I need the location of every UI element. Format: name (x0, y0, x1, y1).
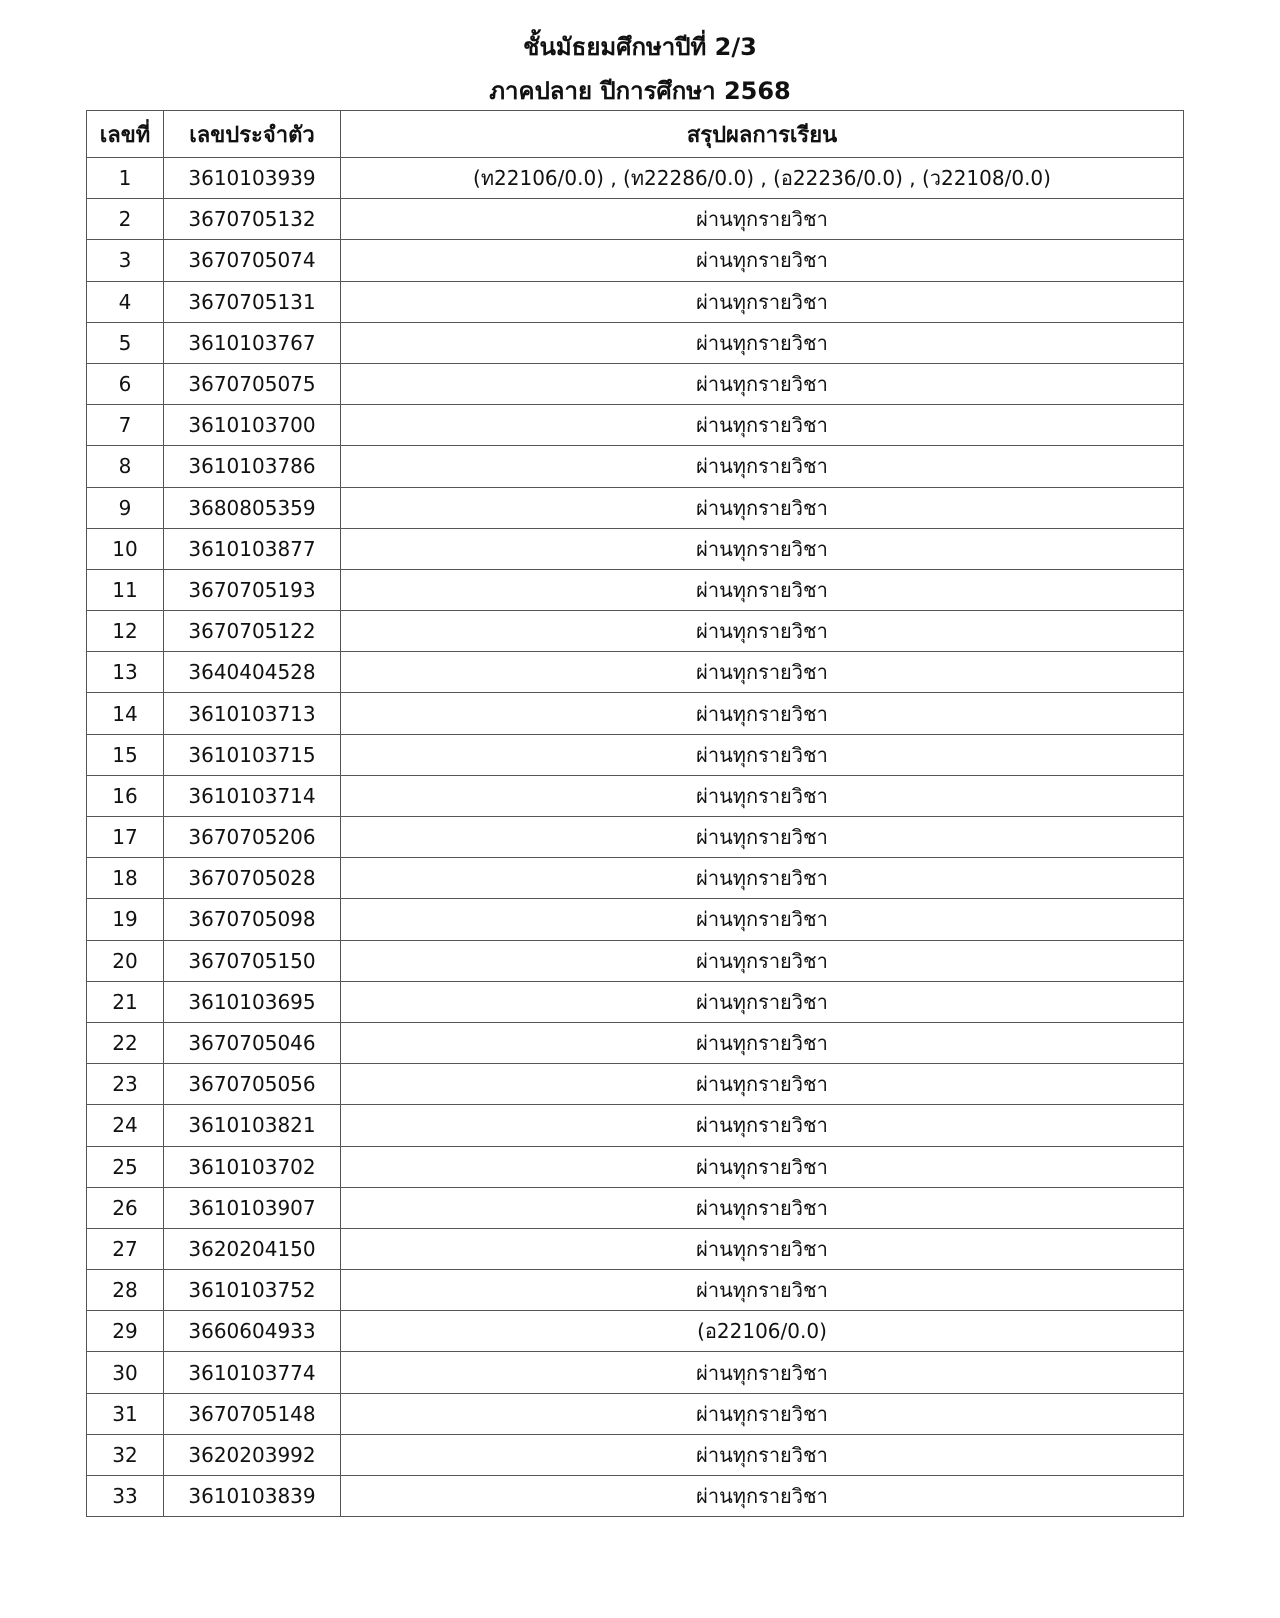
result-summary: (ท22106/0.0) , (ท22286/0.0) , (อ22236/0.0) , (ว22108/0.0) (341, 158, 1184, 199)
result-summary: ผ่านทุกรายวิชา (341, 1146, 1184, 1187)
column-header-result-summary: สรุปผลการเรียน (341, 111, 1184, 158)
row-number: 3 (87, 240, 164, 281)
student-id: 3610103695 (164, 981, 341, 1022)
student-id: 3610103939 (164, 158, 341, 199)
result-summary: ผ่านทุกรายวิชา (341, 1393, 1184, 1434)
row-number: 14 (87, 693, 164, 734)
table-row (87, 569, 1184, 610)
column-header-number: เลขที่ (87, 111, 164, 158)
row-number: 6 (87, 363, 164, 404)
result-summary: ผ่านทุกรายวิชา (341, 1105, 1184, 1146)
row-number: 22 (87, 1022, 164, 1063)
student-id: 3610103774 (164, 1352, 341, 1393)
table-row (87, 1022, 1184, 1063)
table-row (87, 693, 1184, 734)
result-summary: ผ่านทุกรายวิชา (341, 363, 1184, 404)
student-id: 3610103714 (164, 775, 341, 816)
row-number: 17 (87, 817, 164, 858)
result-summary: ผ่านทุกรายวิชา (341, 817, 1184, 858)
student-id: 3610103877 (164, 528, 341, 569)
result-summary: ผ่านทุกรายวิชา (341, 199, 1184, 240)
row-number: 13 (87, 652, 164, 693)
student-id: 3610103752 (164, 1270, 341, 1311)
row-number: 24 (87, 1105, 164, 1146)
student-id: 3610103702 (164, 1146, 341, 1187)
table-row (87, 1352, 1184, 1393)
student-id: 3680805359 (164, 487, 341, 528)
table-row (87, 487, 1184, 528)
result-summary: ผ่านทุกรายวิชา (341, 281, 1184, 322)
student-id: 3670705098 (164, 899, 341, 940)
table-row (87, 158, 1184, 199)
student-id: 3640404528 (164, 652, 341, 693)
row-number: 18 (87, 858, 164, 899)
row-number: 28 (87, 1270, 164, 1311)
row-number: 12 (87, 611, 164, 652)
table-row (87, 1146, 1184, 1187)
table-row (87, 1434, 1184, 1475)
result-summary: ผ่านทุกรายวิชา (341, 899, 1184, 940)
student-id: 3670705028 (164, 858, 341, 899)
result-summary: ผ่านทุกรายวิชา (341, 1270, 1184, 1311)
row-number: 25 (87, 1146, 164, 1187)
student-id: 3610103713 (164, 693, 341, 734)
row-number: 33 (87, 1476, 164, 1517)
student-id: 3610103839 (164, 1476, 341, 1517)
student-id: 3670705075 (164, 363, 341, 404)
table-row (87, 281, 1184, 322)
table-body (87, 158, 1184, 1517)
table-row (87, 775, 1184, 816)
student-id: 3610103700 (164, 405, 341, 446)
table-row (87, 899, 1184, 940)
result-summary: ผ่านทุกรายวิชา (341, 569, 1184, 610)
student-id: 3670705074 (164, 240, 341, 281)
table-row (87, 528, 1184, 569)
result-summary: ผ่านทุกรายวิชา (341, 446, 1184, 487)
student-id: 3670705132 (164, 199, 341, 240)
student-id: 3620204150 (164, 1228, 341, 1269)
row-number: 27 (87, 1228, 164, 1269)
row-number: 2 (87, 199, 164, 240)
row-number: 20 (87, 940, 164, 981)
table-row (87, 446, 1184, 487)
student-id: 3610103786 (164, 446, 341, 487)
result-summary: ผ่านทุกรายวิชา (341, 1434, 1184, 1475)
student-id: 3670705056 (164, 1064, 341, 1105)
result-summary: ผ่านทุกรายวิชา (341, 1228, 1184, 1269)
result-summary: ผ่านทุกรายวิชา (341, 693, 1184, 734)
table-row (87, 652, 1184, 693)
result-summary: ผ่านทุกรายวิชา (341, 981, 1184, 1022)
result-summary: ผ่านทุกรายวิชา (341, 1476, 1184, 1517)
table-row (87, 405, 1184, 446)
result-summary: ผ่านทุกรายวิชา (341, 940, 1184, 981)
result-summary: ผ่านทุกรายวิชา (341, 322, 1184, 363)
row-number: 7 (87, 405, 164, 446)
student-id: 3670705131 (164, 281, 341, 322)
student-id: 3610103821 (164, 1105, 341, 1146)
results-table (86, 110, 1184, 1517)
table-row (87, 817, 1184, 858)
student-id: 3670705206 (164, 817, 341, 858)
page-subtitle: ภาคปลาย ปีการศึกษา 2568 (489, 77, 791, 105)
table-row (87, 611, 1184, 652)
row-number: 19 (87, 899, 164, 940)
table-row (87, 940, 1184, 981)
result-summary: ผ่านทุกรายวิชา (341, 1022, 1184, 1063)
row-number: 26 (87, 1187, 164, 1228)
table-row (87, 981, 1184, 1022)
row-number: 9 (87, 487, 164, 528)
result-summary: ผ่านทุกรายวิชา (341, 611, 1184, 652)
student-id: 3670705046 (164, 1022, 341, 1063)
result-summary: ผ่านทุกรายวิชา (341, 405, 1184, 446)
table-row (87, 1105, 1184, 1146)
row-number: 31 (87, 1393, 164, 1434)
table-row (87, 734, 1184, 775)
student-id: 3670705148 (164, 1393, 341, 1434)
result-summary: ผ่านทุกรายวิชา (341, 487, 1184, 528)
table-row (87, 1064, 1184, 1105)
student-id: 3670705122 (164, 611, 341, 652)
table-row (87, 1476, 1184, 1517)
result-summary: ผ่านทุกรายวิชา (341, 775, 1184, 816)
result-summary: ผ่านทุกรายวิชา (341, 1064, 1184, 1105)
table-header-row (87, 111, 1184, 158)
table-row (87, 199, 1184, 240)
table-row (87, 240, 1184, 281)
table-row (87, 1393, 1184, 1434)
row-number: 4 (87, 281, 164, 322)
row-number: 10 (87, 528, 164, 569)
table-row (87, 363, 1184, 404)
student-id: 3610103907 (164, 1187, 341, 1228)
row-number: 1 (87, 158, 164, 199)
row-number: 23 (87, 1064, 164, 1105)
page-title: ชั้นมัธยมศึกษาปีที่ 2/3 (523, 33, 757, 61)
result-summary: ผ่านทุกรายวิชา (341, 528, 1184, 569)
row-number: 32 (87, 1434, 164, 1475)
row-number: 30 (87, 1352, 164, 1393)
result-summary: ผ่านทุกรายวิชา (341, 858, 1184, 899)
table-row (87, 1270, 1184, 1311)
result-summary: ผ่านทุกรายวิชา (341, 734, 1184, 775)
table-row (87, 858, 1184, 899)
student-id: 3660604933 (164, 1311, 341, 1352)
column-header-student-id: เลขประจำตัว (164, 111, 341, 158)
student-id: 3620203992 (164, 1434, 341, 1475)
row-number: 15 (87, 734, 164, 775)
table-row (87, 1228, 1184, 1269)
table-row (87, 1187, 1184, 1228)
result-summary: ผ่านทุกรายวิชา (341, 240, 1184, 281)
result-summary: (อ22106/0.0) (341, 1311, 1184, 1352)
student-id: 3670705193 (164, 569, 341, 610)
table-row (87, 1311, 1184, 1352)
row-number: 11 (87, 569, 164, 610)
table-row (87, 322, 1184, 363)
result-summary: ผ่านทุกรายวิชา (341, 652, 1184, 693)
result-summary: ผ่านทุกรายวิชา (341, 1187, 1184, 1228)
row-number: 8 (87, 446, 164, 487)
result-summary: ผ่านทุกรายวิชา (341, 1352, 1184, 1393)
student-id: 3670705150 (164, 940, 341, 981)
row-number: 21 (87, 981, 164, 1022)
student-id: 3610103767 (164, 322, 341, 363)
row-number: 16 (87, 775, 164, 816)
student-id: 3610103715 (164, 734, 341, 775)
row-number: 29 (87, 1311, 164, 1352)
row-number: 5 (87, 322, 164, 363)
